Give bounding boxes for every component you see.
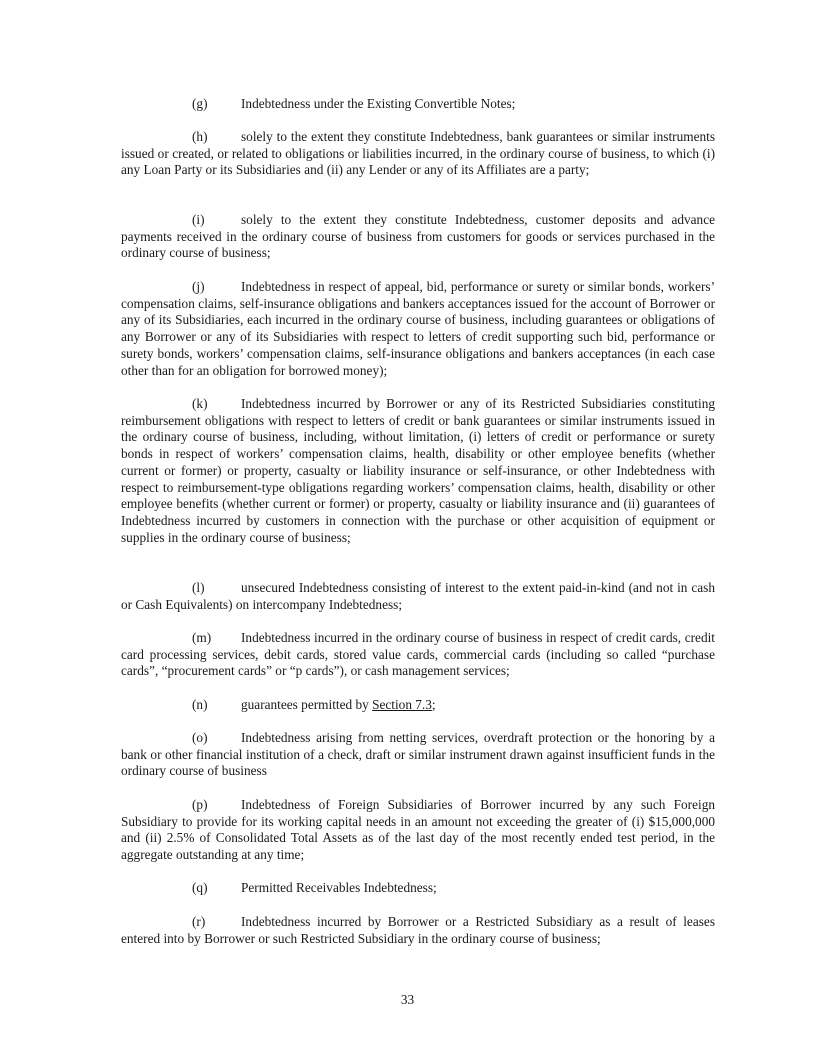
- clause-label: (h): [192, 129, 208, 144]
- clause-label: (p): [192, 797, 208, 812]
- clause-label: (o): [192, 730, 208, 745]
- clause-text-before: guarantees permitted by: [241, 697, 373, 712]
- clause-k: [121, 396, 715, 546]
- clause-n: [121, 697, 715, 714]
- clause-label: (i): [192, 212, 205, 227]
- clause-m: [121, 630, 715, 680]
- clause-label: (l): [192, 580, 205, 595]
- clause-p: [121, 797, 715, 864]
- clause-label: (q): [192, 880, 208, 895]
- clause-label: (k): [192, 396, 208, 411]
- clause-text: Indebtedness of Foreign Subsidiaries of Borrower incurred by any such Foreign Subsidiary to provide for its working capital needs in an amount not exceeding the greater of (i) $15,000,000 and (ii) 2.5% of Consolidated Total Assets as of the last day of the most recently ended test period, in the aggregate outstanding at any time;: [121, 797, 715, 863]
- clause-label: (m): [192, 630, 212, 645]
- clause-q: [121, 880, 715, 897]
- clause-text: Indebtedness under the Existing Convertible Notes;: [241, 96, 516, 111]
- clause-label: (n): [192, 697, 208, 712]
- clause-text: solely to the extent they constitute Indebtedness, bank guarantees or similar instruments issued or created, or related to obligations or liabilities incurred, in the ordinary course of business, to which (i) any Loan Party or its Subsidiaries and (ii) any Lender or any of its Affiliates are a party;: [121, 129, 715, 178]
- clause-text: Indebtedness incurred in the ordinary course of business in respect of credit cards, credit card processing services, debit cards, stored value cards, commercial cards (including so called “purchase cards”, “procurement cards” or “p cards”), or cash management services;: [121, 630, 715, 679]
- clause-l: [121, 580, 715, 613]
- clause-text: Indebtedness incurred by Borrower or a Restricted Subsidiary as a result of leases entered into by Borrower or such Restricted Subsidiary in the ordinary course of business;: [121, 914, 715, 946]
- clause-text: Indebtedness arising from netting services, overdraft protection or the honoring by a bank or other financial institution of a check, draft or similar instrument drawn against insufficient funds in the ordinary course of business: [121, 730, 715, 779]
- section-7-3-link[interactable]: Section 7.3: [372, 697, 432, 712]
- clause-label: (g): [192, 96, 208, 111]
- clause-r: [121, 914, 715, 947]
- clause-j: [121, 279, 715, 379]
- clause-text-after: ;: [431, 697, 436, 712]
- page-number: 33: [400, 992, 415, 1007]
- clause-text: Indebtedness incurred by Borrower or any of its Restricted Subsidiaries constituting reimbursement obligations with respect to letters of credit or bank guarantees or similar instruments issued in the ordinary course of business, including, without limitation, (i) letters of credit or performance or surety bonds in respect of workers’ compensation claims, health, disability or other employee benefits (whether current or former) or property, casualty or liability insurance or self-insurance, or other Indebtedness with respect to reimbursement-type obligations regarding workers’ compensation claims, health, disability or other employee benefits (whether current or former) or property, casualty or liability insurance and (ii) guarantees of Indebtedness incurred by customers in connection with the purchase or other acquisition of equipment or supplies in the ordinary course of business;: [121, 396, 715, 545]
- clause-i: [121, 212, 715, 262]
- clause-label: (j): [192, 279, 205, 294]
- clause-label: (r): [192, 914, 206, 929]
- clause-o: [121, 730, 715, 780]
- clause-text: solely to the extent they constitute Indebtedness, customer deposits and advance payments received in the ordinary course of business from customers for goods or services purchased in the ordinary course of business;: [121, 212, 715, 261]
- clause-text: unsecured Indebtedness consisting of interest to the extent paid-in-kind (and not in cash or Cash Equivalents) on intercompany Indebtedness;: [121, 580, 715, 612]
- clause-text: Indebtedness in respect of appeal, bid, performance or surety or similar bonds, workers’ compensation claims, self-insurance obligations and bankers acceptances issued for the account of Borrower or any of its Subsidiaries, each incurred in the ordinary course of business, including guarantees or obligations of any Borrower or any of its Subsidiaries with respect to letters of credit supporting such bid, performance or surety bonds, workers’ compensation claims, self-insurance obligations and bankers acceptances (in each case other than for an obligation for borrowed money);: [121, 279, 715, 378]
- clause-h: [121, 129, 715, 179]
- clause-g: [121, 96, 715, 113]
- clause-text: Permitted Receivables Indebtedness;: [241, 880, 437, 895]
